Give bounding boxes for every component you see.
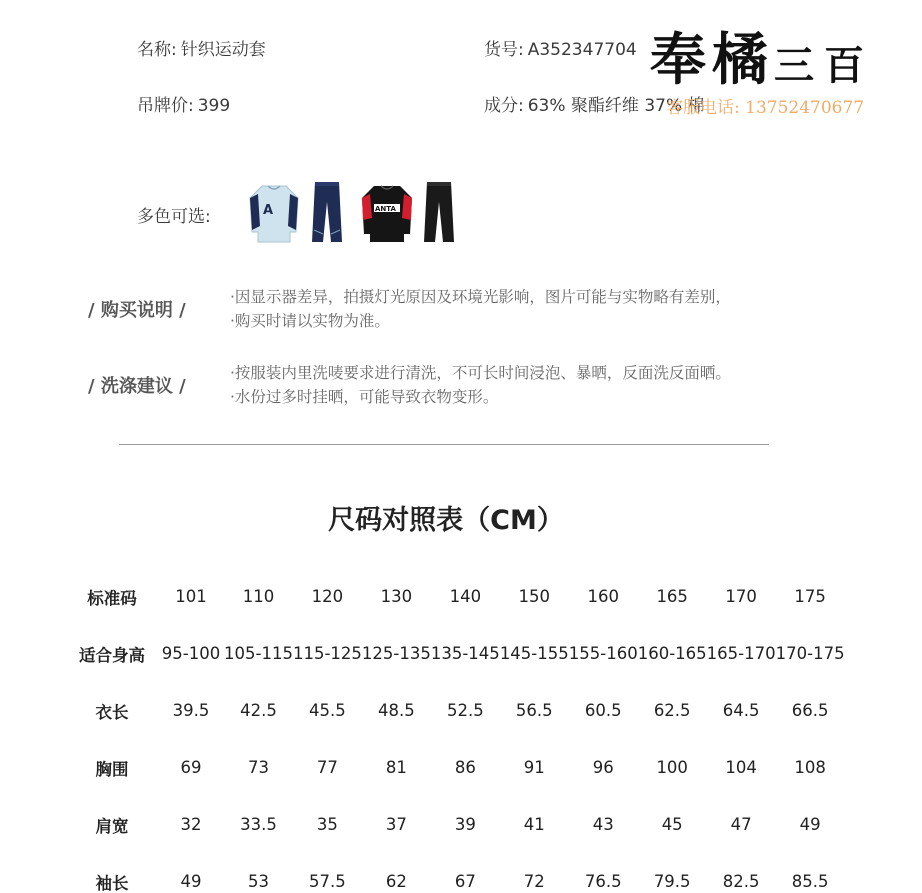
table-row [66,682,845,739]
product-name [137,35,266,60]
product-name-value: 针织运动套 [180,40,266,60]
table-cell: 110 [242,587,275,606]
row-header: 标准码 [87,588,137,608]
section-divider [119,444,769,445]
table-cell: 72 [523,872,545,891]
table-cell: 165 [656,587,688,606]
product-sku-value: A352347704 [527,40,637,60]
table-cell: 49 [180,872,202,891]
table-cell: 67 [454,872,476,891]
row-header: 袖长 [95,873,129,893]
product-price-label: 吊牌价: [137,96,194,116]
table-cell: 39 [454,815,476,834]
table-cell: 76.5 [584,872,622,891]
table-cell: 115-125 [292,644,362,663]
washing-title: / 洗涤建议 / [88,376,186,397]
brand-name-small: 三百 [774,42,874,89]
navy-pants-icon[interactable] [309,180,345,246]
table-cell: 95-100 [161,644,221,663]
table-cell: 57.5 [309,872,346,891]
table-cell: 150 [518,587,551,606]
row-header: 适合身高 [79,645,145,665]
table-row [66,796,845,853]
table-cell: 82.5 [722,872,760,891]
table-cell: 42.5 [240,701,277,720]
table-cell: 37 [385,815,407,834]
product-price-value: 399 [197,96,231,116]
svg-text:A: A [263,203,274,218]
table-cell: 165-170 [706,644,776,663]
table-cell: 35 [316,815,338,834]
table-cell: 47 [730,815,752,834]
purchase-note-line: ·购买时请以实物为准。 [230,312,390,330]
table-cell: 32 [180,815,202,834]
table-cell: 101 [175,587,207,606]
product-name-label: 名称: [137,40,177,60]
brand-name-big: 奉橘 [650,27,774,93]
table-cell: 91 [523,758,545,777]
table-cell: 48.5 [378,701,415,720]
table-cell: 53 [247,872,269,891]
table-cell: 160 [587,587,619,606]
svg-text:ANTA: ANTA [375,205,396,213]
table-cell: 56.5 [515,701,553,720]
table-cell: 160-165 [637,644,707,663]
brand-logo [650,16,874,96]
table-cell: 104 [725,758,757,777]
table-cell: 140 [449,587,482,606]
table-row [66,853,845,893]
table-cell: 77 [316,758,338,777]
table-cell: 170 [725,587,757,606]
table-cell: 96 [592,758,614,777]
colors-label: 多色可选: [137,207,211,227]
table-cell: 175 [794,587,826,606]
size-chart-table [66,568,845,893]
table-cell: 49 [799,815,821,834]
table-row [66,568,845,625]
table-cell: 45.5 [309,701,346,720]
table-cell: 100 [656,758,688,777]
table-cell: 155-160 [568,644,638,663]
table-cell: 62.5 [653,701,691,720]
table-cell: 85.5 [791,872,829,891]
product-material-value: 63% 聚酯纤维 37% 棉 [527,96,705,116]
light-blue-sweatshirt-icon[interactable] [248,180,300,246]
table-cell: 86 [454,758,476,777]
washing-notes [230,361,731,409]
row-header: 胸围 [95,759,129,779]
table-cell: 41 [523,815,545,834]
row-header: 衣长 [95,702,129,722]
table-cell: 69 [180,758,202,777]
purchase-notes [230,285,731,333]
washing-note-line: ·水份过多时挂晒，可能导致衣物变形。 [230,388,499,406]
purchase-note-line: ·因显示器差异，拍摄灯光原因及环境光影响，图片可能与实物略有差别， [230,288,731,306]
table-cell: 135-145 [430,644,500,663]
table-cell: 79.5 [653,872,691,891]
row-header: 肩宽 [95,816,129,836]
product-price [137,91,230,116]
product-sku-label: 货号: [484,40,524,60]
table-row [66,739,845,796]
purchase-title: / 购买说明 / [88,300,186,321]
black-pants-icon[interactable] [421,180,457,246]
black-red-sweatshirt-icon[interactable] [360,180,414,246]
table-cell: 130 [380,587,413,606]
table-cell: 73 [247,758,269,777]
table-cell: 145-155 [499,644,569,663]
washing-note-line: ·按服装内里洗唛要求进行清洗，不可长时间浸泡、暴晒，反面洗反面晒。 [230,364,731,382]
table-cell: 45 [661,815,683,834]
table-cell: 108 [794,758,826,777]
product-sku [484,35,637,60]
table-cell: 62 [385,872,407,891]
table-cell: 125-135 [361,644,431,663]
table-cell: 66.5 [791,701,829,720]
table-cell: 60.5 [584,701,622,720]
table-cell: 39.5 [172,701,210,720]
table-cell: 120 [311,587,344,606]
table-row [66,625,845,682]
product-material-label: 成分: [484,96,524,116]
table-cell: 105-115 [224,644,293,663]
table-cell: 52.5 [446,701,484,720]
table-cell: 170-175 [775,644,845,663]
size-chart-title: 尺码对照表（CM） [328,505,564,536]
table-cell: 64.5 [722,701,760,720]
table-cell: 81 [385,758,407,777]
table-cell: 33.5 [240,815,277,834]
table-cell: 43 [592,815,614,834]
service-phone: 客服电话: 13752470677 [666,98,865,118]
